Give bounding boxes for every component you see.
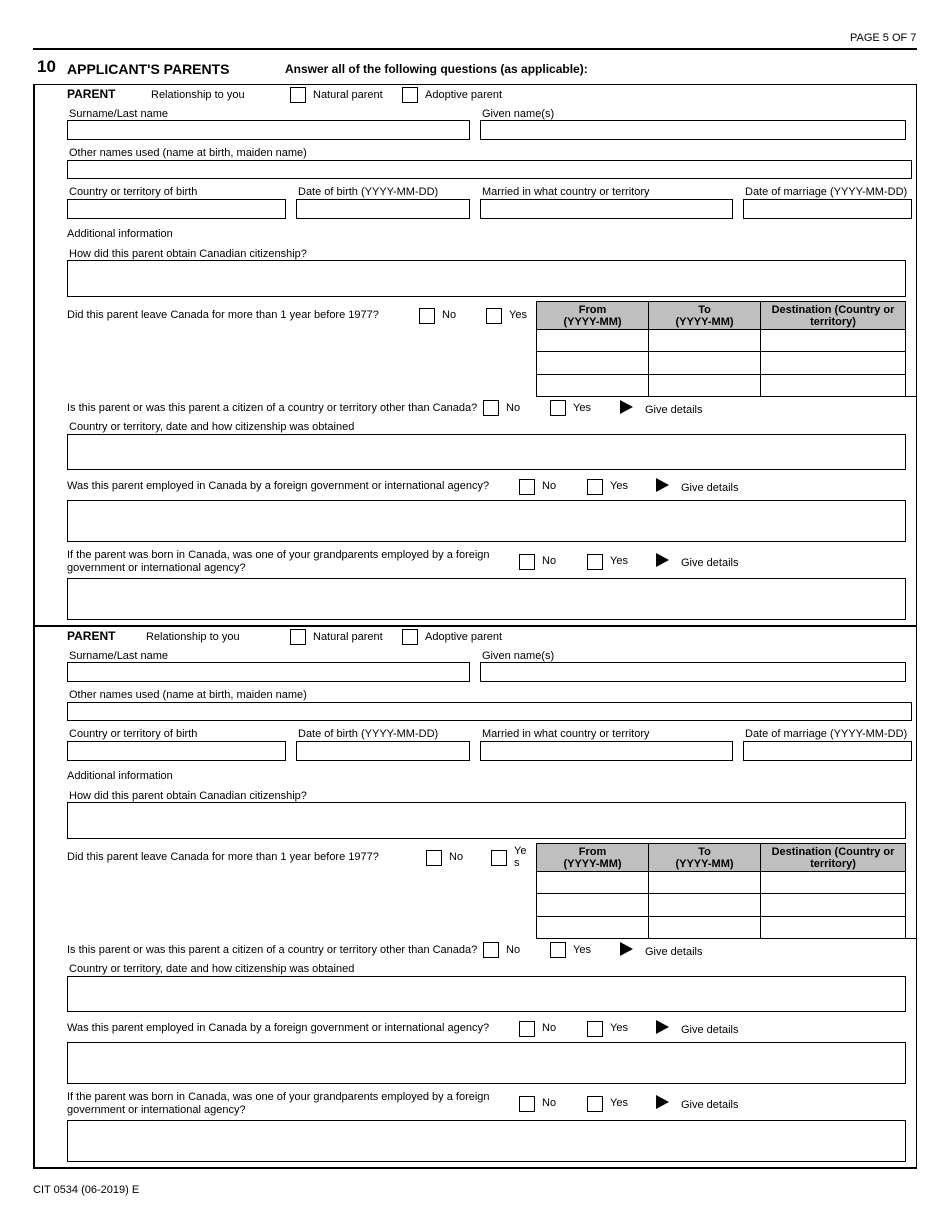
parent-1-adoptive-parent-label: Adoptive parent — [425, 89, 503, 101]
parent-2-col-destination — [760, 843, 906, 872]
parent-2-leave-canada-yes-label-line-1: Ye — [514, 845, 527, 857]
parent-1-other-names-field[interactable] — [67, 160, 912, 179]
parent-2-other-citizen-yes-checkbox[interactable] — [550, 942, 566, 958]
parent-1-employed-foreign-give-details: Give details — [681, 482, 739, 494]
parent-2-country-birth-label: Country or territory of birth — [69, 728, 198, 740]
parent-1-other-citizen-give-details: Give details — [645, 404, 703, 416]
parent-1-trip-3-from[interactable] — [536, 374, 649, 397]
parent-1-employed-foreign-arrow-icon — [656, 478, 669, 492]
parent-2-trip-3-to[interactable] — [648, 916, 761, 939]
parent-1-dob-label: Date of birth (YYYY-MM-DD) — [298, 186, 439, 198]
parent-1-other-names-label: Other names used (name at birth, maiden name) — [69, 147, 307, 159]
parent-2-additional-info-label: Additional information — [67, 770, 173, 782]
parent-2-dob-field[interactable] — [296, 741, 470, 761]
parent-1-given-names-label: Given name(s) — [482, 108, 555, 120]
page-number: PAGE 5 OF 7 — [850, 32, 917, 44]
parent-1-grandparents-give-details: Give details — [681, 557, 739, 569]
form-id: CIT 0534 (06-2019) E — [33, 1184, 140, 1196]
parent-1-other-citizen-yes-checkbox[interactable] — [550, 400, 566, 416]
parent-2-col-to-label: To — [698, 846, 711, 858]
parent-2-grandparents-question-line-2: government or international agency? — [67, 1104, 246, 1116]
parent-1-col-from — [536, 301, 649, 330]
parent-2-country-birth-field[interactable] — [67, 741, 286, 761]
parent-1-relationship-label: Relationship to you — [151, 89, 245, 101]
parent-2-citizenship-details-field[interactable] — [67, 976, 906, 1012]
parent-2-other-citizen-question: Is this parent or was this parent a citizen of a country or territory other than Canada? — [67, 944, 478, 956]
parent-2-other-names-field[interactable] — [67, 702, 912, 721]
parent-1-natural-parent-checkbox[interactable] — [290, 87, 306, 103]
parent-2-employed-foreign-no-checkbox[interactable] — [519, 1021, 535, 1037]
parent-2-col-destination-label: Destination (Country or territory) — [771, 846, 895, 870]
parent-1-other-citizen-no-checkbox[interactable] — [483, 400, 499, 416]
parent-1-trip-2-destination[interactable] — [760, 351, 906, 375]
parent-1-trip-1-from[interactable] — [536, 329, 649, 352]
parent-1-citizenship-details-field[interactable] — [67, 434, 906, 470]
parent-1-other-citizen-arrow-icon — [620, 400, 633, 414]
parent-1-trip-3-to[interactable] — [648, 374, 761, 397]
parent-2-trip-1-from[interactable] — [536, 871, 649, 894]
parent-1-other-citizen-no-label: No — [506, 402, 521, 414]
parent-1-leave-canada-yes-label: Yes — [509, 309, 527, 321]
parent-2-employed-foreign-yes-checkbox[interactable] — [587, 1021, 603, 1037]
parent-1-col-from-label: From — [578, 304, 607, 316]
parent-1-additional-info-label: Additional information — [67, 228, 173, 240]
parent-2-grandparents-give-details: Give details — [681, 1099, 739, 1111]
parent-2-trip-2-destination[interactable] — [760, 893, 906, 917]
parent-1-trip-1-to[interactable] — [648, 329, 761, 352]
parent-1-how-citizenship-label: How did this parent obtain Canadian citizenship? — [69, 248, 307, 260]
parent-1-grandparents-arrow-icon — [656, 553, 669, 567]
parent-1-other-citizen-yes-label: Yes — [573, 402, 591, 414]
parent-1-grandparents-no-checkbox[interactable] — [519, 554, 535, 570]
parent-2-employed-foreign-arrow-icon — [656, 1020, 669, 1034]
parent-2-given-names-label: Given name(s) — [482, 650, 555, 662]
section-number: 10 — [37, 57, 56, 76]
parent-2-trip-1-to[interactable] — [648, 871, 761, 894]
parent-2-employed-foreign-give-details: Give details — [681, 1024, 739, 1036]
parent-2-trip-2-from[interactable] — [536, 893, 649, 917]
parent-2-other-citizen-arrow-icon — [620, 942, 633, 956]
parent-1-grandparents-yes-label: Yes — [610, 555, 628, 567]
parent-1-citizenship-details-label: Country or territory, date and how citizenship was obtained — [69, 421, 355, 433]
parent-1-leave-canada-yes-checkbox[interactable] — [486, 308, 502, 324]
parent-2-leave-canada-no-label: No — [449, 851, 464, 863]
parent-1-given-names-field[interactable] — [480, 120, 906, 140]
parent-2-married-in-label: Married in what country or territory — [482, 728, 650, 740]
parent-2-grandparents-no-label: No — [542, 1097, 557, 1109]
parent-1-table-tail — [905, 396, 916, 397]
parent-1-trip-1-destination[interactable] — [760, 329, 906, 352]
parent-1-col-from-format: (YYYY-MM) — [563, 316, 622, 328]
parent-1-grandparents-field[interactable] — [67, 578, 906, 620]
parent-2-other-citizen-give-details: Give details — [645, 946, 703, 958]
parent-2-natural-parent-checkbox[interactable] — [290, 629, 306, 645]
parent-1-trip-2-to[interactable] — [648, 351, 761, 375]
parent-1-col-destination — [760, 301, 906, 330]
parent-1-other-citizen-question: Is this parent or was this parent a citizen of a country or territory other than Canada? — [67, 402, 478, 414]
parent-1-leave-canada-question: Did this parent leave Canada for more than 1 year before 1977? — [67, 309, 379, 321]
parent-1-grandparents-question-line-2: government or international agency? — [67, 562, 246, 574]
parent-2-col-from — [536, 843, 649, 872]
parent-divider — [33, 625, 917, 627]
parent-1-employed-foreign-no-label: No — [542, 480, 557, 492]
parent-2-relationship-label: Relationship to you — [146, 631, 240, 643]
parent-2-grandparents-yes-label: Yes — [610, 1097, 628, 1109]
parent-2-grandparents-no-checkbox[interactable] — [519, 1096, 535, 1112]
parent-1-surname-label: Surname/Last name — [69, 108, 169, 120]
frame-bottom — [33, 1167, 917, 1169]
parent-2-how-citizenship-label: How did this parent obtain Canadian citizenship? — [69, 790, 307, 802]
parent-1-married-in-label: Married in what country or territory — [482, 186, 650, 198]
parent-2-adoptive-parent-label: Adoptive parent — [425, 631, 503, 643]
parent-2-employed-foreign-no-label: No — [542, 1022, 557, 1034]
parent-1-employed-foreign-yes-checkbox[interactable] — [587, 479, 603, 495]
parent-2-trip-3-destination[interactable] — [760, 916, 906, 939]
parent-2-col-to-format: (YYYY-MM) — [675, 858, 734, 870]
parent-2-employed-foreign-yes-label: Yes — [610, 1022, 628, 1034]
parent-2-col-to — [648, 843, 761, 872]
parent-2-employed-foreign-question: Was this parent employed in Canada by a foreign government or international agency? — [67, 1022, 490, 1034]
parent-1-employed-foreign-yes-label: Yes — [610, 480, 628, 492]
parent-1-col-to-label: To — [698, 304, 711, 316]
parent-2-citizenship-details-label: Country or territory, date and how citizenship was obtained — [69, 963, 355, 975]
parent-1-country-birth-label: Country or territory of birth — [69, 186, 198, 198]
parent-1-col-to-format: (YYYY-MM) — [675, 316, 734, 328]
parent-1-date-marriage-label: Date of marriage (YYYY-MM-DD) — [745, 186, 908, 198]
parent-2-date-marriage-field[interactable] — [743, 741, 912, 761]
parent-2-married-in-field[interactable] — [480, 741, 733, 761]
parent-1-trip-2-from[interactable] — [536, 351, 649, 375]
parent-1-employed-foreign-no-checkbox[interactable] — [519, 479, 535, 495]
section-title: APPLICANT'S PARENTS — [67, 61, 230, 77]
parent-1-dob-field[interactable] — [296, 199, 470, 219]
parent-2-heading: PARENT — [67, 629, 116, 643]
parent-1-natural-parent-label: Natural parent — [313, 89, 383, 101]
parent-2-grandparents-question-line-1: If the parent was born in Canada, was one of your grandparents employed by a foreign — [67, 1091, 490, 1103]
parent-2-trip-3-from[interactable] — [536, 916, 649, 939]
parent-2-dob-label: Date of birth (YYYY-MM-DD) — [298, 728, 439, 740]
parent-2-leave-canada-yes-label-line-2: s — [514, 857, 520, 869]
parent-1-how-citizenship-field[interactable] — [67, 260, 906, 297]
parent-2-surname-label: Surname/Last name — [69, 650, 169, 662]
parent-1-grandparents-no-label: No — [542, 555, 557, 567]
parent-1-employed-foreign-field[interactable] — [67, 500, 906, 542]
parent-2-leave-canada-question: Did this parent leave Canada for more than 1 year before 1977? — [67, 851, 379, 863]
parent-2-how-citizenship-field[interactable] — [67, 802, 906, 839]
parent-2-natural-parent-label: Natural parent — [313, 631, 383, 643]
parent-2-other-names-label: Other names used (name at birth, maiden name) — [69, 689, 307, 701]
frame-top — [33, 84, 917, 85]
parent-1-heading: PARENT — [67, 87, 116, 101]
parent-2-leave-canada-yes-label — [514, 845, 526, 869]
parent-2-other-citizen-no-checkbox[interactable] — [483, 942, 499, 958]
header-rule — [33, 48, 917, 50]
parent-2-grandparents-yes-checkbox[interactable] — [587, 1096, 603, 1112]
parent-1-col-to — [648, 301, 761, 330]
parent-1-grandparents-yes-checkbox[interactable] — [587, 554, 603, 570]
parent-2-leave-canada-yes-checkbox[interactable] — [491, 850, 507, 866]
parent-2-given-names-field[interactable] — [480, 662, 906, 682]
parent-2-adoptive-parent-checkbox[interactable] — [402, 629, 418, 645]
parent-2-col-from-label: From — [578, 846, 607, 858]
parent-2-date-marriage-label: Date of marriage (YYYY-MM-DD) — [745, 728, 908, 740]
parent-1-leave-canada-no-label: No — [442, 309, 457, 321]
parent-1-col-destination-label: Destination (Country or territory) — [771, 304, 895, 328]
parent-1-adoptive-parent-checkbox[interactable] — [402, 87, 418, 103]
parent-1-country-birth-field[interactable] — [67, 199, 286, 219]
section-instruction: Answer all of the following questions (as applicable): — [285, 62, 588, 76]
parent-2-col-from-format: (YYYY-MM) — [563, 858, 622, 870]
parent-1-surname-field[interactable] — [67, 120, 470, 140]
parent-2-trip-1-destination[interactable] — [760, 871, 906, 894]
parent-1-trip-3-destination[interactable] — [760, 374, 906, 397]
parent-2-other-citizen-no-label: No — [506, 944, 521, 956]
parent-1-grandparents-question-line-1: If the parent was born in Canada, was one of your grandparents employed by a foreign — [67, 549, 490, 561]
parent-1-married-in-field[interactable] — [480, 199, 733, 219]
parent-1-employed-foreign-question: Was this parent employed in Canada by a foreign government or international agency? — [67, 480, 490, 492]
parent-2-grandparents-arrow-icon — [656, 1095, 669, 1109]
parent-2-surname-field[interactable] — [67, 662, 470, 682]
parent-2-employed-foreign-field[interactable] — [67, 1042, 906, 1084]
parent-1-leave-canada-no-checkbox[interactable] — [419, 308, 435, 324]
parent-2-trip-2-to[interactable] — [648, 893, 761, 917]
parent-2-leave-canada-no-checkbox[interactable] — [426, 850, 442, 866]
parent-1-date-marriage-field[interactable] — [743, 199, 912, 219]
parent-2-other-citizen-yes-label: Yes — [573, 944, 591, 956]
parent-2-table-tail — [905, 938, 916, 939]
parent-2-grandparents-field[interactable] — [67, 1120, 906, 1162]
